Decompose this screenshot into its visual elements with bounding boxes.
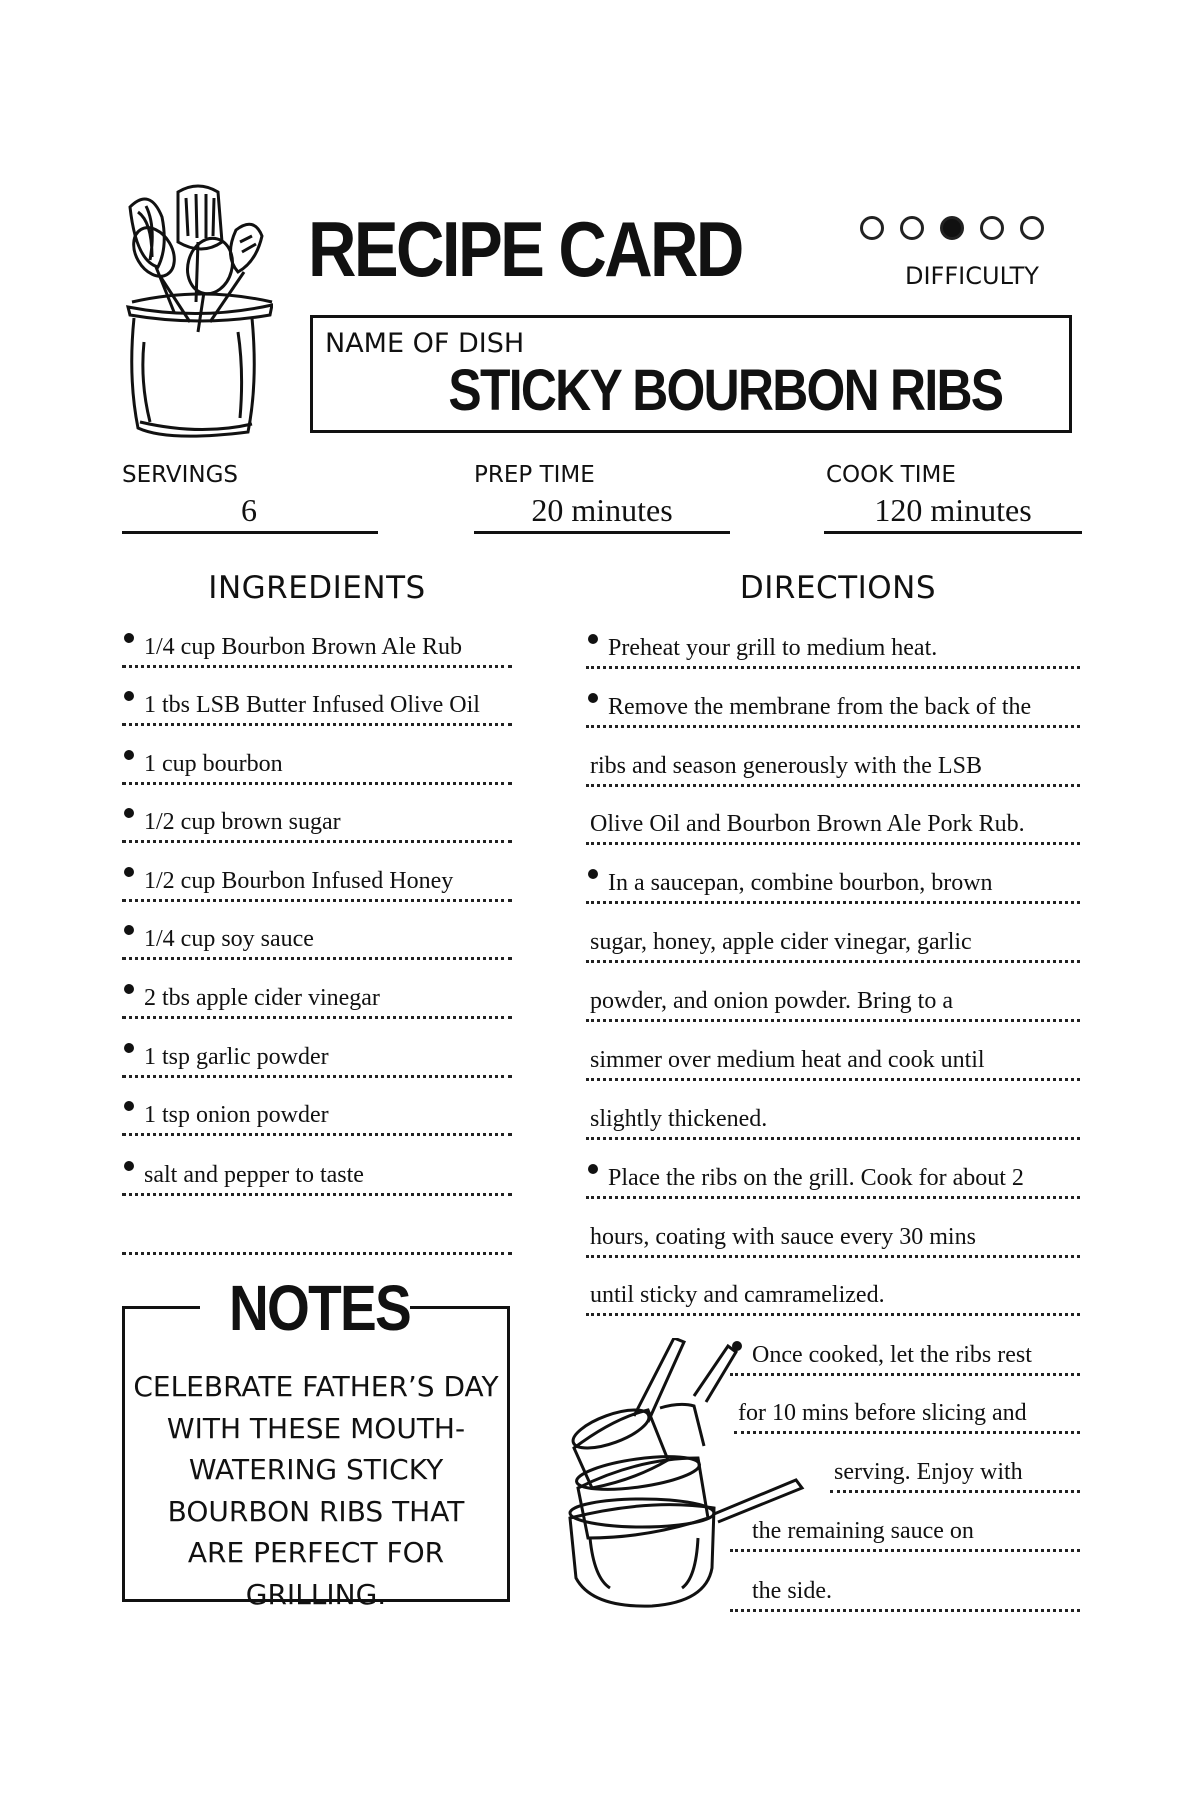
stacked-pots-illustration	[568, 1338, 808, 1608]
notes-line: ARE PERFECT FOR GRILLING.	[187, 1536, 445, 1611]
difficulty-dot-5	[1020, 216, 1044, 240]
difficulty-dot-1	[860, 216, 884, 240]
direction-text: ribs and season generously with the LSB	[590, 753, 982, 779]
direction-line	[586, 1092, 1080, 1140]
ingredient-text: 1 tbs LSB Butter Infused Olive Oil	[144, 692, 480, 718]
ingredient-row	[122, 1030, 512, 1078]
ingredient-text: 1/2 cup brown sugar	[144, 809, 341, 835]
bullet-icon	[124, 1043, 134, 1053]
difficulty-rating	[860, 216, 1044, 240]
ingredient-text: 1 cup bourbon	[144, 751, 283, 777]
direction-line	[586, 739, 1080, 787]
ingredient-text: 1/2 cup Bourbon Infused Honey	[144, 868, 454, 894]
direction-text: powder, and onion powder. Bring to a	[590, 988, 953, 1014]
dish-name-label: NAME OF DISH	[325, 328, 525, 359]
direction-text: the side.	[752, 1578, 832, 1604]
ingredient-row	[122, 620, 512, 668]
bullet-icon	[124, 925, 134, 935]
bullet-icon	[124, 867, 134, 877]
ingredient-text: 1/4 cup Bourbon Brown Ale Rub	[144, 634, 462, 660]
ingredients-heading: INGREDIENTS	[208, 570, 426, 606]
ingredient-text: 2 tbs apple cider vinegar	[144, 985, 380, 1011]
notes-title: NOTES	[229, 1272, 411, 1344]
cook-time-value: 120 minutes	[874, 492, 1032, 528]
direction-line	[586, 621, 1080, 669]
direction-line	[586, 915, 1080, 963]
direction-text: Place the ribs on the grill. Cook for about 2	[608, 1165, 1024, 1191]
difficulty-label: DIFFICULTY	[905, 262, 1039, 290]
notes-line: WATERING STICKY	[188, 1453, 444, 1486]
ingredient-row	[122, 795, 512, 843]
page-title: RECIPE CARD	[308, 205, 742, 293]
notes-line: BOURBON RIBS THAT	[167, 1494, 465, 1528]
servings-underline	[122, 531, 378, 534]
direction-line	[586, 1210, 1080, 1258]
direction-line	[586, 1268, 1080, 1316]
prep-time-label: PREP TIME	[474, 462, 595, 488]
direction-text: slightly thickened.	[590, 1106, 768, 1132]
direction-line	[830, 1445, 1080, 1493]
direction-text: Once cooked, let the ribs rest	[752, 1342, 1032, 1368]
direction-line	[586, 797, 1080, 845]
direction-line	[586, 856, 1080, 904]
bullet-icon	[124, 808, 134, 818]
bullet-icon	[124, 633, 134, 643]
cook-time-underline	[824, 531, 1082, 534]
direction-text: the remaining sauce on	[752, 1518, 974, 1544]
direction-text: for 10 mins before slicing and	[738, 1400, 1027, 1426]
utensil-crock-illustration	[118, 182, 273, 444]
prep-time-underline	[474, 531, 730, 534]
notes-line: CELEBRATE FATHER’S DAY	[133, 1370, 499, 1403]
ingredient-row	[122, 854, 512, 902]
difficulty-dot-4	[980, 216, 1004, 240]
difficulty-dot-2	[900, 216, 924, 240]
servings-value: 6	[241, 492, 257, 528]
direction-line	[586, 974, 1080, 1022]
ingredient-text: salt and pepper to taste	[144, 1162, 364, 1188]
direction-text: Preheat your grill to medium heat.	[608, 635, 938, 661]
direction-text: Olive Oil and Bourbon Brown Ale Pork Rub.	[590, 811, 1025, 837]
ingredient-row	[122, 971, 512, 1019]
direction-text: until sticky and camramelized.	[590, 1282, 885, 1308]
notes-text	[124, 1366, 508, 1615]
notes-line: WITH THESE MOUTH-	[166, 1411, 466, 1445]
bullet-icon	[124, 1161, 134, 1171]
bullet-icon	[124, 691, 134, 701]
bullet-icon	[588, 1164, 598, 1174]
servings-label: SERVINGS	[122, 462, 238, 488]
direction-text: Remove the membrane from the back of the	[608, 694, 1032, 720]
direction-line	[586, 1033, 1080, 1081]
ingredient-text: 1 tsp onion powder	[144, 1102, 329, 1128]
bullet-icon	[588, 693, 598, 703]
bullet-icon	[588, 869, 598, 879]
direction-text: serving. Enjoy with	[834, 1459, 1023, 1485]
bullet-icon	[124, 984, 134, 994]
ingredient-text: 1/4 cup soy sauce	[144, 926, 314, 952]
ingredient-row	[122, 1088, 512, 1136]
ingredient-row	[122, 678, 512, 726]
bullet-icon	[124, 750, 134, 760]
bullet-icon	[588, 634, 598, 644]
directions-heading: DIRECTIONS	[739, 570, 937, 606]
direction-text: In a saucepan, combine bourbon, brown	[608, 870, 993, 896]
ingredient-row	[122, 737, 512, 785]
bullet-icon	[124, 1101, 134, 1111]
ingredient-text: 1 tsp garlic powder	[144, 1044, 329, 1070]
dish-name-box	[310, 315, 1072, 433]
direction-line	[586, 1151, 1080, 1199]
direction-text: simmer over medium heat and cook until	[590, 1047, 985, 1073]
cook-time-label: COOK TIME	[826, 462, 956, 488]
ingredient-row-blank	[122, 1207, 512, 1255]
direction-text: sugar, honey, apple cider vinegar, garlic	[590, 929, 972, 955]
ingredient-row	[122, 912, 512, 960]
prep-time-value: 20 minutes	[531, 492, 673, 528]
ingredient-row	[122, 1148, 512, 1196]
direction-line	[586, 680, 1080, 728]
difficulty-dot-3	[940, 216, 964, 240]
dish-name: STICKY BOURBON RIBS	[448, 358, 1003, 423]
direction-text: hours, coating with sauce every 30 mins	[590, 1224, 976, 1250]
